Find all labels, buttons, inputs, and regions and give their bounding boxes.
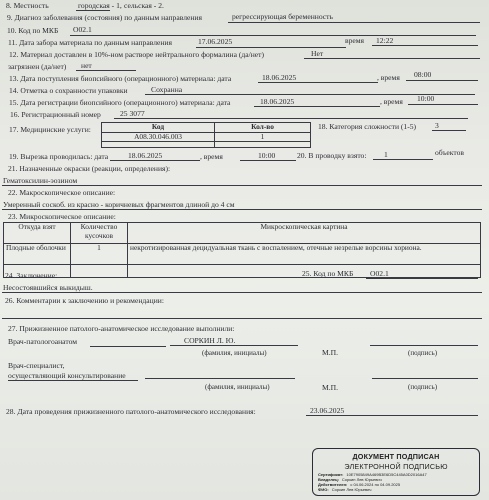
stamp-fio-row: ФИО: Соркин Лев Юрьевич [318,487,372,492]
formalin-value: Нет [311,49,324,58]
locality-rural: сельская - 2. [124,1,164,10]
locality-urban: городская - 1, [78,1,122,10]
micro-description: некротизированная децидуальная ткань с воспалением, отечные незрелые ворсины хориона. [128,244,481,265]
pathologist-label: Врач-патологоанатом [8,337,78,346]
complexity-label: 18. Категория сложности (1-5) [318,122,417,131]
e-signature-stamp [312,448,480,496]
macro-value: Умеренный соскоб. из красно - коричневых фрагментов длиной до 4 см [3,200,235,209]
stamp-owner-value: Соркин Лев Юрьевич [341,477,382,482]
stamp-fio-value: Соркин Лев Юрьевич [331,487,372,492]
pathologist-fio-caption: (фамилия, инициалы) [202,349,267,357]
services-col-count: Кол-во [215,123,311,133]
registration-time-label: , время [380,97,403,106]
stamp-cert-row: Сертификат: 10E7905849A469B3E6D5C445A0D2016A47 [318,472,427,477]
consultant-sign-caption: (подпись) [408,383,438,391]
macro-label: 22. Макроскопическое описание: [8,188,116,197]
complexity-value: 3 [435,121,439,130]
pathologist-sign-caption: (подпись) [408,349,438,357]
consultant-fio-caption: (фамилия, инициалы) [205,383,270,391]
micro-col-quantity: Количество кусочков [71,223,128,244]
micro-col-object: Откуда взят [4,223,71,244]
registration-date-label: 15. Дата регистрации биопсийного (операционного) материала: дата [9,98,231,107]
packaging-label: 14. Отметка о сохранности упаковки [9,86,128,95]
stamp-title-1: ДОКУМЕНТ ПОДПИСАН [352,452,440,461]
formalin-label: 12. Материал доставлен в 10%-ном растворе нейтрального формалина (да/нет) [9,50,265,59]
grossing-date-label: 19. Вырезка проводилась: дата [9,152,109,161]
receipt-date-value: 18.06.2025 [262,73,297,82]
receipt-time-label: , время [377,73,400,82]
consultant-label-2: осуществляющий консультирование [8,371,126,380]
registration-number-label: 16. Регистрационный номер [10,110,101,119]
consultant-label-1: Врач-специалист, [8,361,65,370]
registration-time-value: 10:00 [417,94,435,103]
pathologist-name: СОРКИН Л. Ю. [184,336,236,345]
stains-label: 21. Назначенные окраски (реакции, определения): [8,164,171,173]
receipt-time-value: 08:00 [414,70,432,79]
processing-label: 20. В проводку взято: [297,151,367,160]
contaminated-value: нет [81,61,92,70]
icd-code-value: O02.1 [73,25,92,34]
stains-value: Гематоксилин-эозином [3,176,78,185]
stamp-valid-row: Действителен: с 04.06.2024 по 04.09.2025 [318,482,401,487]
micro-quantity: 1 [71,244,128,265]
study-date-value: 23.06.2025 [310,406,345,415]
sampling-date-label: 11. Дата забора материала по данным направления [8,38,172,47]
sampling-time-label: время [345,36,365,45]
grossing-time-label: , время [200,152,223,161]
micro-col-description: Микроскопическая картина [128,223,481,244]
packaging-value: Сохранна [151,85,183,94]
final-icd-label: 25. Код по МКБ [302,269,354,278]
final-icd-value: O02.1 [370,269,389,278]
stamp-title-2: ЭЛЕКТРОННОЙ ПОДПИСЬЮ [344,462,448,471]
conclusion-value: Несостоявшийся выкидыш. [3,283,93,292]
service-code: A08.30.046.003 [102,132,215,142]
study-date-label: 28. Дата проведения прижизненного патолого-анатомического исследования: [6,407,256,416]
consultant-mp: М.П. [322,383,339,392]
grossing-time-value: 10:00 [258,151,276,160]
receipt-date-label: 13. Дата поступления биопсийного (операционного) материала: дата [9,74,232,83]
locality-label: 8. Местность [6,1,49,10]
service-count: 1 [215,132,311,142]
diagnosis-value: регрессирующая беременность [232,12,333,21]
icd-code-label: 10. Код по МКБ [7,26,59,35]
registration-number-value: 25 3077 [120,109,145,118]
grossing-date-value: 18.06.2025 [128,151,163,160]
processing-unit: объектов [435,148,464,157]
services-label: 17. Медицинские услуги: [9,125,91,134]
processing-value: 1 [384,150,388,159]
performers-label: 27. Прижизненное патолого-анатомическое исследование выполнили: [8,324,235,333]
services-col-code: Код [102,123,215,133]
stamp-cert-value: 10E7905849A469B3E6D5C445A0D2016A47 [346,472,427,477]
micro-label: 23. Микроскопическое описание: [8,212,116,221]
diagnosis-label: 9. Диагноз заболевания (состояния) по данным направления [7,13,202,22]
stamp-owner-row: Владелец: Соркин Лев Юрьевич [318,477,382,482]
services-table [101,122,311,148]
sampling-time-value: 12:22 [376,36,394,45]
sampling-date-value: 17.06.2025 [198,37,233,46]
comments-label: 26. Комментарии к заключению и рекомендации: [5,296,164,305]
pathologist-mp: М.П. [322,348,339,357]
contaminated-label: загрязнен (да/нет) [8,62,67,71]
stamp-valid-value: с 04.06.2024 по 04.09.2025 [350,482,401,487]
conclusion-label: 24. Заключение: [5,271,58,280]
micro-table [3,222,481,278]
micro-object: Плодные оболочки [4,244,71,265]
registration-date-value: 18.06.2025 [260,97,295,106]
